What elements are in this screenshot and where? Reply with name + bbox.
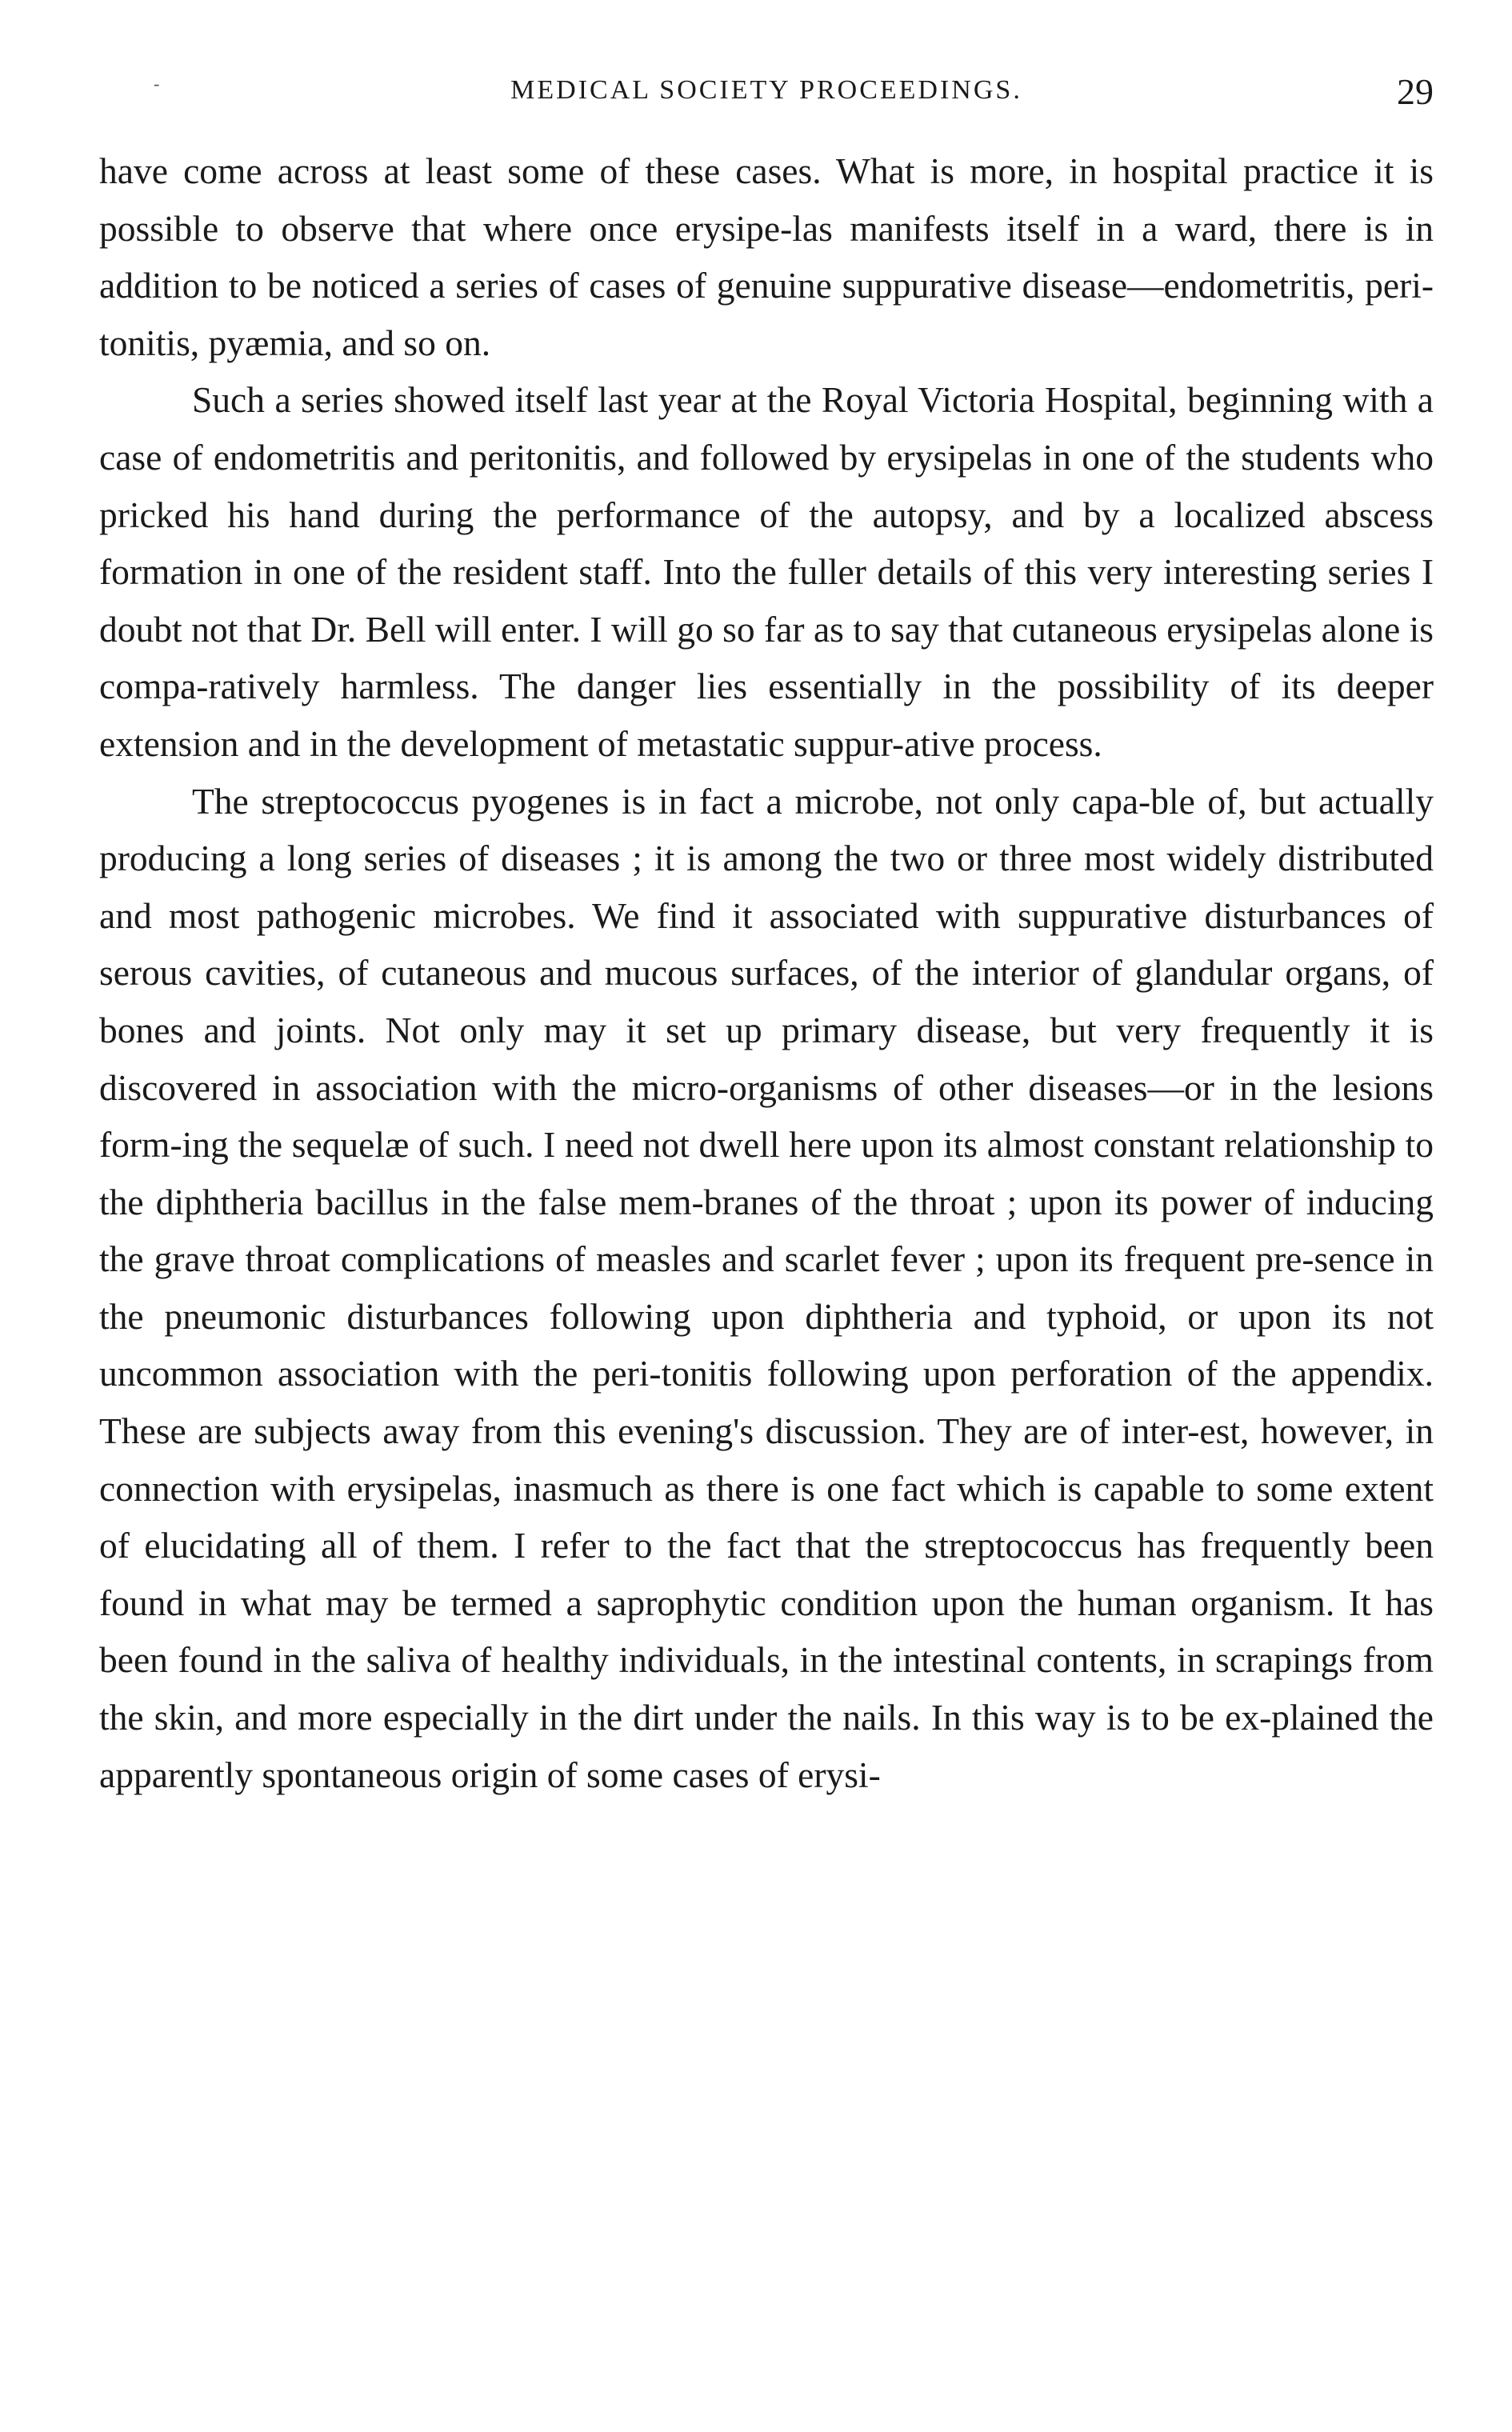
paragraph: Such a series showed itself last year at the Royal Victoria Hospital, beginning with a case of endometritis and peritonitis, and followed by erysipelas in one of the students who pricked his hand during the performance of the autopsy, and by a localized abscess formation in one of the resident staff. Into the fuller details of this very interesting series I doubt not that Dr. Bell will enter. I will go so far as to say that cutaneous erysipelas alone is compa-ratively harmless. The danger lies essentially in the possibility of its deeper extension and in the development of metastatic suppur-ative process. bbox=[99, 379, 1434, 764]
paragraph: The streptococcus pyogenes is in fact a microbe, not only capa-ble of, but actually producing a long series of diseases ; it is among the two or three most widely distributed and most pathogenic microbes. We find it associated with suppurative disturbances of serous cavities, of cutaneous and mucous surfaces, of the interior of glandular organs, of bones and joints. Not only may it set up primary disease, but very frequently it is discovered in association with the micro-organisms of other diseases—or in the lesions form-ing the sequelæ of such. I need not dwell here upon its almost constant relationship to the diphtheria bacillus in the false mem-branes of the throat ; upon its power of inducing the grave throat complications of measles and scarlet fever ; upon its frequent pre-sence in the pneumonic disturbances following upon diphtheria and typhoid, or upon its not uncommon association with the peri-tonitis following upon perforation of the appendix. These are subjects away from this evening's discussion. They are of inter-est, however, in connection with erysipelas, inasmuch as there is one fact which is capable to some extent of elucidating all of them. I refer to the fact that the streptococcus has frequently been found in what may be termed a saprophytic condition upon the human organism. It has been found in the saliva of healthy individuals, in the intestinal contents, in scrapings from the skin, and more especially in the dirt under the nails. In this way is to be ex-plained the apparently spontaneous origin of some cases of erysi- bbox=[99, 780, 1434, 1795]
body-text bbox=[99, 142, 1434, 1803]
running-title: MEDICAL SOCIETY PROCEEDINGS. bbox=[510, 75, 1022, 105]
print-mark: - bbox=[154, 74, 160, 94]
paragraph: have come across at least some of these cases. What is more, in hospital practice it is possible to observe that where once erysipe-las manifests itself in a ward, there is in addition to be noticed a series of cases of genuine suppurative disease—endometritis, peri-tonitis, pyæmia, and so on. bbox=[99, 150, 1434, 363]
page-number: 29 bbox=[1397, 71, 1434, 112]
running-head bbox=[99, 70, 1434, 118]
